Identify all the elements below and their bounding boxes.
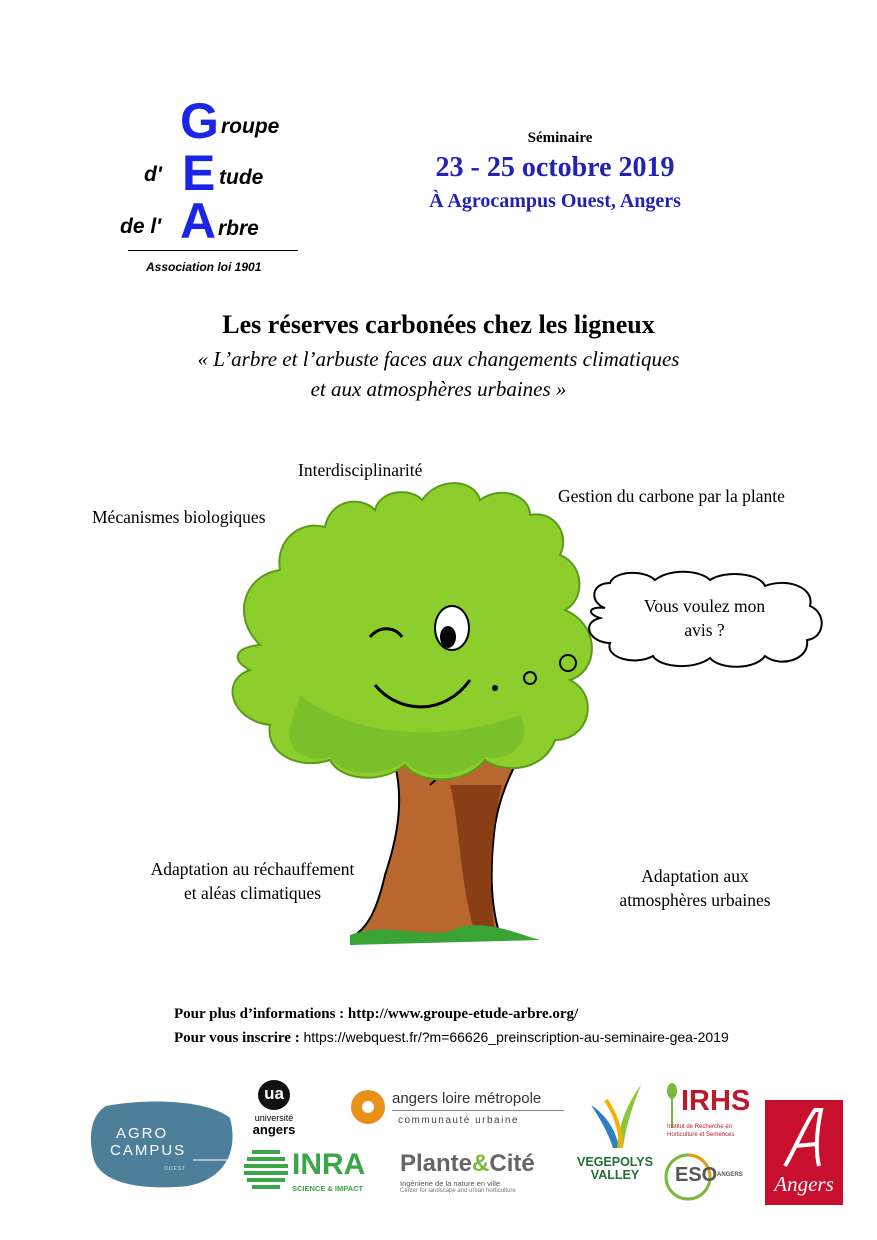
irhs-tagline-line-2: Horticulture et Semences <box>667 1132 735 1138</box>
topic-urban <box>595 864 795 912</box>
alm-rule <box>392 1110 564 1111</box>
thought-dot-1 <box>492 685 498 691</box>
vegepolys-leaf-icon <box>581 1080 651 1150</box>
info-block <box>174 1003 729 1050</box>
inra-name: INRA <box>292 1148 366 1181</box>
page-title: Les réserves carbonées chez les ligneux <box>222 310 655 339</box>
topic-interdisciplinarity: Interdisciplinarité <box>298 460 423 480</box>
more-info-label: Pour plus d’informations : <box>174 1006 345 1022</box>
subtitle-line-2: et aux atmosphères urbaines » <box>310 377 567 401</box>
bubble-line-2: avis ? <box>684 620 725 640</box>
tree-trunk <box>355 755 520 935</box>
eso-angers-logo <box>663 1152 755 1202</box>
alm-name: angers loire métropole <box>392 1090 542 1107</box>
topic-urban-line-2: atmosphères urbaines <box>619 890 771 910</box>
plante-word: Plante <box>400 1150 473 1177</box>
agrocampus-campus: CAMPUS <box>110 1142 187 1159</box>
plante-cite-name <box>400 1150 535 1178</box>
agrocampus-agro: AGRO <box>116 1125 169 1142</box>
topic-carbon: Gestion du carbone par la plante <box>558 486 785 506</box>
logo-association: Association loi 1901 <box>146 260 262 274</box>
agrocampus-name <box>110 1125 186 1159</box>
cite-word: Cité <box>489 1150 535 1177</box>
ua-name <box>244 1113 304 1136</box>
pupil <box>440 626 456 648</box>
alm-subtitle: communauté urbaine <box>398 1115 519 1126</box>
vegepolys-line-1: VEGEPOLYS <box>577 1155 653 1169</box>
agrocampus-logo <box>88 1098 238 1190</box>
agrocampus-ouest: OUEST <box>164 1166 187 1172</box>
ua-mark: ua <box>258 1080 290 1110</box>
ua-name-line-2: angers <box>252 1122 296 1137</box>
ua-name-line-1: université <box>254 1113 294 1123</box>
irhs-tagline-line-1: Institut de Recherche en <box>667 1124 733 1130</box>
vegepolys-line-2: VALLEY <box>590 1168 640 1182</box>
logo-letter-a: A <box>180 193 217 249</box>
topic-warming <box>130 857 375 905</box>
vegepolys-logo <box>575 1080 655 1195</box>
logo-word-arbre: rbre <box>218 217 259 240</box>
logo-rule <box>128 250 298 251</box>
topic-warming-line-2: et aléas climatiques <box>183 883 322 903</box>
angers-city-name: Angers <box>774 1172 834 1196</box>
logo-word-de-l: de l' <box>120 215 162 238</box>
seminar-label: Séminaire <box>527 130 593 146</box>
inra-logo <box>244 1146 374 1196</box>
speech-bubble-text <box>612 594 797 642</box>
alm-circle-icon <box>350 1089 386 1125</box>
seminar-venue: À Agrocampus Ouest, Angers <box>429 190 681 212</box>
more-info-link[interactable]: http://www.groupe-etude-arbre.org/ <box>347 1006 579 1022</box>
eso-city: ANGERS <box>717 1172 743 1178</box>
subtitle-line-1: « L’arbre et l’arbuste faces aux changements climatiques <box>197 347 680 371</box>
ampersand: & <box>472 1150 490 1177</box>
topic-urban-line-1: Adaptation aux <box>641 866 749 886</box>
inra-tagline: SCIENCE & IMPACT <box>292 1184 364 1193</box>
logo-word-d: d' <box>144 163 162 186</box>
vegepolys-name <box>575 1156 655 1182</box>
irhs-name: IRHS <box>681 1085 751 1117</box>
angers-city-logo <box>765 1100 843 1205</box>
irhs-logo <box>663 1083 755 1148</box>
logo-word-groupe: roupe <box>221 115 280 138</box>
seminar-dates: 23 - 25 octobre 2019 <box>435 152 675 183</box>
eso-name: ESO <box>675 1164 718 1186</box>
inra-symbol-icon <box>244 1148 289 1193</box>
plante-cite-tagline-en: Center for landscape and urban horticulture <box>400 1188 516 1194</box>
topic-warming-line-1: Adaptation au réchauffement <box>150 859 355 879</box>
register-label: Pour vous inscrire : <box>174 1030 300 1046</box>
subtitle <box>60 344 817 404</box>
irhs-plant-icon <box>663 1083 681 1128</box>
bubble-line-1: Vous voulez mon <box>643 596 766 616</box>
plante-et-cite-logo <box>400 1150 560 1195</box>
universite-angers-logo <box>244 1080 304 1140</box>
gea-logo <box>118 92 308 277</box>
irhs-tagline <box>667 1123 734 1139</box>
logo-word-etude: tude <box>219 166 264 189</box>
register-link[interactable]: https://webquest.fr/?m=66626_preinscription-au-seminaire-gea-2019 <box>303 1029 729 1045</box>
angers-a-icon <box>765 1104 843 1174</box>
logo-letter-e: E <box>182 145 216 201</box>
angers-loire-metropole-logo <box>350 1087 570 1132</box>
plante-cite-tagline: Ingénierie de la nature en ville <box>400 1179 501 1188</box>
logo-letter-g: G <box>180 93 219 149</box>
topic-mechanisms: Mécanismes biologiques <box>92 507 266 527</box>
